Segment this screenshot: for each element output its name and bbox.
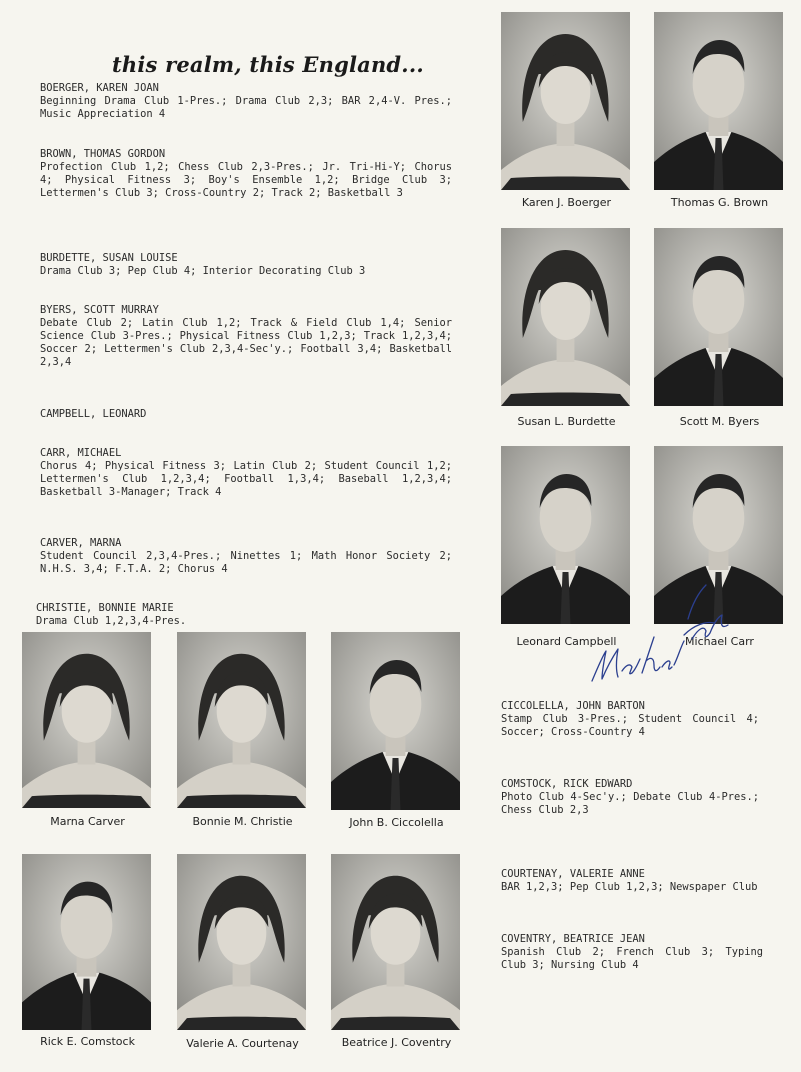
bio-name: CICCOLELLA, JOHN BARTON <box>501 700 645 712</box>
portrait-caption: Karen J. Boerger <box>521 196 612 209</box>
portrait-caption: Rick E. Comstock <box>40 1035 135 1048</box>
portrait-photo <box>177 854 306 1030</box>
portrait-photo <box>654 12 783 190</box>
portrait-figure <box>331 854 460 1030</box>
bio-coventry <box>501 933 763 972</box>
portrait-caption: John B. Ciccolella <box>349 816 444 829</box>
bio-name: COMSTOCK, RICK EDWARD <box>501 778 633 790</box>
signature-image <box>588 575 738 690</box>
portrait-photo <box>501 228 630 406</box>
portrait-figure <box>177 854 306 1030</box>
portrait-caption: Bonnie M. Christie <box>192 815 293 828</box>
bio-name: BURDETTE, SUSAN LOUISE <box>40 252 178 264</box>
bio-courtenay <box>501 868 771 894</box>
portrait-caption: Susan L. Burdette <box>517 415 616 428</box>
portrait-caption: Beatrice J. Coventry <box>341 1036 452 1049</box>
portrait-photo <box>22 632 151 808</box>
bio-activities: Student Council 2,3,4-Pres.; Ninettes 1; Math Honor Society 2; N.H.S. 3,4; F.T.A. 2; Chorus 4 <box>40 550 452 575</box>
portrait-figure <box>177 632 306 808</box>
portrait-caption: Marna Carver <box>50 815 125 828</box>
portrait-figure <box>654 228 783 406</box>
bio-activities: Drama Club 3; Pep Club 4; Interior Decorating Club 3 <box>40 265 366 277</box>
bio-name: CARR, MICHAEL <box>40 447 122 459</box>
portrait-figure <box>22 854 151 1030</box>
bio-name: CHRISTIE, BONNIE MARIE <box>36 602 174 614</box>
bio-name: BYERS, SCOTT MURRAY <box>40 304 159 316</box>
bio-comstock <box>501 778 759 817</box>
portrait-photo <box>331 854 460 1030</box>
portrait-caption: Scott M. Byers <box>679 415 760 428</box>
bio-name: CAMPBELL, LEONARD <box>40 408 147 420</box>
portrait-photo <box>654 228 783 406</box>
bio-activities: Stamp Club 3-Pres.; Student Council 4; Soccer; Cross-Country 4 <box>501 713 759 738</box>
portrait-figure <box>331 632 460 810</box>
bio-campbell <box>40 408 452 421</box>
bio-name: CARVER, MARNA <box>40 537 122 549</box>
bio-brown <box>40 148 452 200</box>
bio-byers <box>40 304 452 369</box>
bio-name: COVENTRY, BEATRICE JEAN <box>501 933 645 945</box>
bio-activities: Photo Club 4-Sec'y.; Debate Club 4-Pres.; Chess Club 2,3 <box>501 791 759 816</box>
bio-activities: Spanish Club 2; French Club 3; Typing Club 3; Nursing Club 4 <box>501 946 763 971</box>
bio-carr <box>40 447 452 499</box>
portrait-figure <box>22 632 151 808</box>
bio-carver <box>40 537 452 576</box>
portrait-caption: Valerie A. Courtenay <box>186 1037 299 1050</box>
page-headline: this realm, this England... <box>112 52 424 77</box>
portrait-caption: Leonard Campbell <box>516 635 617 648</box>
bio-name: BROWN, THOMAS GORDON <box>40 148 166 160</box>
bio-activities: Debate Club 2; Latin Club 1,2; Track & Field Club 1,4; Senior Science Club 3-Pres.; Physical Fitness Club 1,2,3; Track 1,2,3,4; Soccer 2; Lettermen's Club 2,3,4-Sec'y.; Football 3,4; Basketball 2,3,4 <box>40 317 452 368</box>
bio-activities: Chorus 4; Physical Fitness 3; Latin Club 2; Student Council 1,2; Lettermen's Club 1,2,3,4; Football 1,3,4; Baseball 1,2,3,4; Basketball 3-Manager; Track 4 <box>40 460 452 498</box>
portrait-caption: Thomas G. Brown <box>670 196 769 209</box>
portrait-photo <box>331 632 460 810</box>
bio-name: COURTENAY, VALERIE ANNE <box>501 868 645 880</box>
portrait-figure <box>501 228 630 406</box>
portrait-photo <box>22 854 151 1030</box>
bio-boerger <box>40 82 452 121</box>
portrait-caption: Michael Carr <box>685 635 754 648</box>
bio-christie <box>36 602 452 628</box>
portrait-figure <box>501 12 630 190</box>
bio-name: BOERGER, KAREN JOAN <box>40 82 159 94</box>
portrait-figure <box>654 12 783 190</box>
portrait-photo <box>501 12 630 190</box>
portrait-photo <box>177 632 306 808</box>
bio-burdette <box>40 252 452 278</box>
bio-activities: Profection Club 1,2; Chess Club 2,3-Pres.; Jr. Tri-Hi-Y; Chorus 4; Physical Fitness 3; Boy's Ensemble 1,2; Bridge Club 3; Lettermen's Club 3; Cross-Country 2; Track 2; Basketball 3 <box>40 161 452 199</box>
bio-activities: Drama Club 1,2,3,4-Pres. <box>36 615 187 627</box>
bio-ciccolella <box>501 700 759 739</box>
bio-activities: Beginning Drama Club 1-Pres.; Drama Club 2,3; BAR 2,4-V. Pres.; Music Appreciation 4 <box>40 95 452 120</box>
bio-activities: BAR 1,2,3; Pep Club 1,2,3; Newspaper Club <box>501 881 758 893</box>
